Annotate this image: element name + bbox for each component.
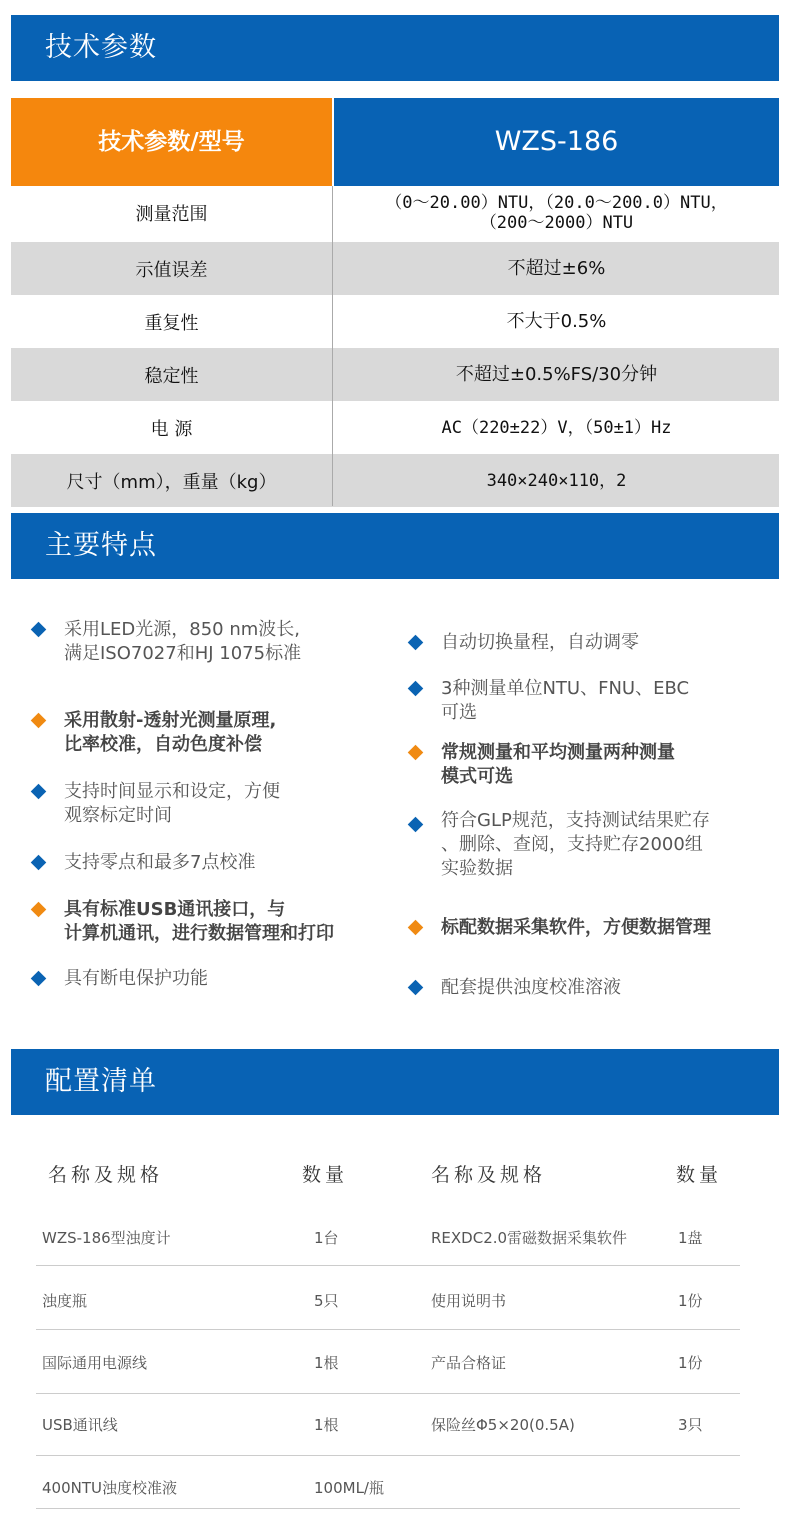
diamond-bullet-icon [408, 817, 424, 833]
feature-text: 满足ISO7027和HJ 1075标准 [64, 643, 302, 664]
diamond-bullet-icon [31, 784, 47, 800]
spec-row-power [11, 401, 779, 454]
feature-text: 计算机通讯，进行数据管理和打印 [64, 923, 334, 944]
feature-text: 支持零点和最多7点校准 [64, 852, 256, 873]
spec-value [334, 186, 779, 239]
diamond-bullet-icon [31, 902, 47, 918]
feature-text: 常规测量和平均测量两种测量 [441, 742, 675, 763]
spec-row-size [11, 454, 779, 507]
spec-column-divider [332, 186, 333, 506]
config-item-qty: 1份 [678, 1292, 703, 1310]
config-item-name: 产品合格证 [431, 1354, 507, 1372]
feature-text: 采用LED光源，850 nm波长, [64, 619, 301, 640]
feature-item [33, 618, 301, 666]
config-row-divider [36, 1393, 740, 1394]
config-row-divider [36, 1329, 740, 1330]
config-item-name: 400NTU浊度校准液 [42, 1479, 177, 1497]
diamond-bullet-icon [31, 855, 47, 871]
spec-row-range [11, 186, 779, 239]
feature-item [33, 709, 276, 757]
spec-value: 不超过±0.5%FS/30分钟 [455, 363, 658, 385]
spec-row-error [11, 242, 779, 295]
spec-value: AC（220±22）V，（50±1）Hz [441, 417, 672, 438]
config-row-divider [36, 1265, 740, 1266]
config-item-name: 浊度瓶 [42, 1292, 88, 1310]
feature-text: 具有断电保护功能 [64, 968, 208, 989]
spec-row-stability [11, 348, 779, 401]
spec-label: 电 源 [150, 418, 193, 440]
feature-text: 采用散射-透射光测量原理, [64, 710, 277, 731]
diamond-bullet-icon [31, 713, 47, 729]
spec-value: 不大于0.5% [506, 310, 607, 332]
spec-row-repeatability [11, 295, 779, 348]
feature-text: 具有标准USB通讯接口，与 [64, 899, 286, 920]
config-header-qty-right: 数量 [676, 1164, 723, 1186]
feature-text: 标配数据采集软件，方便数据管理 [441, 917, 711, 938]
feature-text: 配套提供浊度校准溶液 [441, 977, 621, 998]
specs-section-title: 技术参数 [11, 15, 779, 81]
config-item-name: 使用说明书 [431, 1292, 507, 1310]
config-item-name: REXDC2.0雷磁数据采集软件 [431, 1229, 628, 1247]
spec-header-label: 技术参数/型号 [11, 98, 332, 186]
config-row-divider [36, 1508, 740, 1509]
diamond-bullet-icon [408, 980, 424, 996]
diamond-bullet-icon [31, 622, 47, 638]
feature-text: 、删除、查阅，支持贮存2000组 [441, 834, 703, 855]
config-item-name: 保险丝Φ5×20(0.5A) [431, 1416, 575, 1434]
diamond-bullet-icon [31, 971, 47, 987]
config-item-name: WZS-186型浊度计 [42, 1229, 171, 1247]
config-header-name-right: 名称及规格 [431, 1164, 547, 1186]
config-item-qty: 5只 [314, 1292, 339, 1310]
feature-text: 符合GLP规范，支持测试结果贮存 [441, 810, 710, 831]
config-section-title: 配置清单 [11, 1049, 779, 1115]
config-item-qty: 3只 [678, 1416, 703, 1434]
feature-text: 模式可选 [441, 766, 513, 787]
config-item-qty: 1台 [314, 1229, 339, 1247]
feature-text: 可选 [441, 702, 477, 723]
spec-label: 重复性 [144, 312, 199, 334]
feature-text: 3种测量单位NTU、FNU、EBC [441, 678, 690, 699]
feature-text: 支持时间显示和设定，方便 [64, 781, 280, 802]
feature-item [410, 809, 710, 881]
spec-value: 不超过±6% [507, 257, 606, 279]
diamond-bullet-icon [408, 635, 424, 651]
spec-label: 稳定性 [144, 365, 199, 387]
config-item-name: USB通讯线 [42, 1416, 118, 1434]
config-item-qty: 1份 [678, 1354, 703, 1372]
spec-value: 340×240×110，2 [486, 470, 627, 491]
spec-label: 尺寸（mm），重量（kg） [66, 471, 277, 493]
diamond-bullet-icon [408, 745, 424, 761]
config-header-qty-left: 数量 [302, 1164, 349, 1186]
feature-text: 比率校准，自动色度补偿 [64, 734, 262, 755]
feature-item [410, 631, 639, 655]
feature-text: 实验数据 [441, 858, 513, 879]
features-section-title: 主要特点 [11, 513, 779, 579]
spec-label: 测量范围 [135, 203, 208, 225]
feature-item [410, 916, 711, 940]
feature-text: 自动切换量程，自动调零 [441, 632, 639, 653]
config-item-qty: 1根 [314, 1416, 339, 1434]
config-header-name-left: 名称及规格 [48, 1164, 164, 1186]
config-item-qty: 1盘 [678, 1229, 703, 1247]
config-row-divider [36, 1455, 740, 1456]
diamond-bullet-icon [408, 920, 424, 936]
feature-item [410, 677, 689, 725]
feature-item [33, 967, 208, 991]
spec-value-line: （0～20.00）NTU，（20.0～200.0）NTU， [385, 192, 728, 213]
spec-value-line: （200～2000）NTU [479, 212, 634, 233]
config-item-qty: 1根 [314, 1354, 339, 1372]
feature-item [410, 741, 675, 789]
spec-label: 示值误差 [135, 259, 208, 281]
config-item-name: 国际通用电源线 [42, 1354, 148, 1372]
feature-item [33, 780, 280, 828]
feature-item [33, 898, 334, 946]
config-item-qty: 100ML/瓶 [314, 1479, 384, 1497]
diamond-bullet-icon [408, 681, 424, 697]
feature-item [33, 851, 255, 875]
spec-header-model: WZS-186 [334, 98, 779, 186]
feature-item [410, 976, 621, 1000]
feature-text: 观察标定时间 [64, 805, 172, 826]
